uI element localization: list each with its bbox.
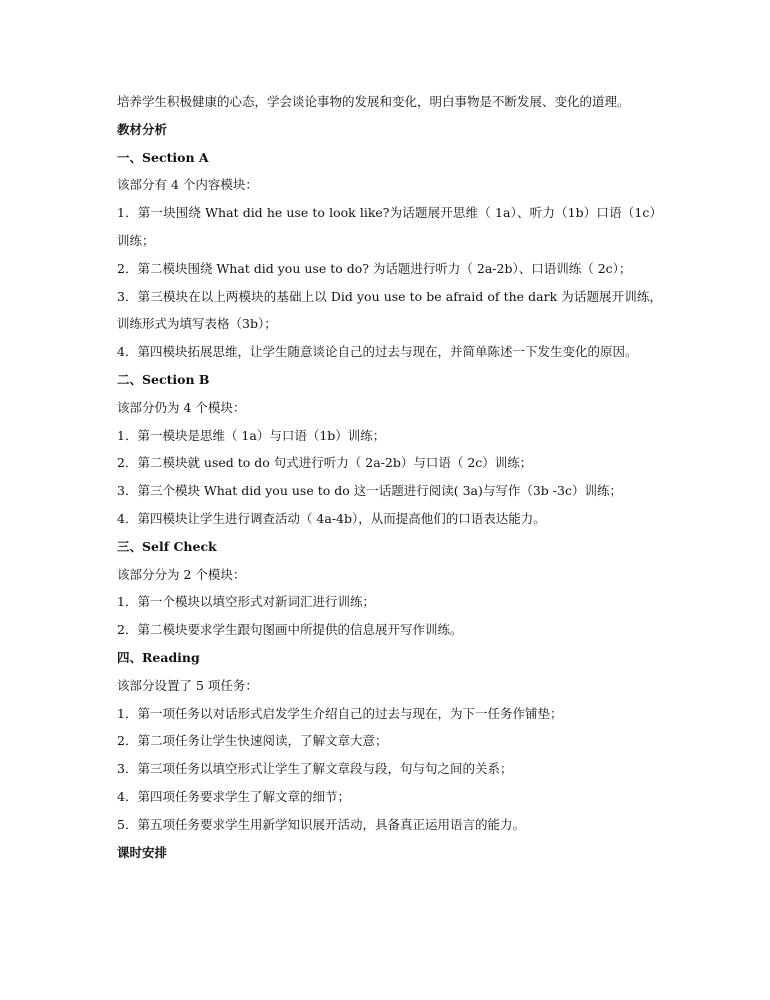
section-b-item: 3．第三个模块 What did you use to do 这一话题进行阅读( 3a)与写作（3b -3c）训练；	[117, 483, 622, 499]
section-a-item: 3．第三模块在以上两模块的基础上以 Did you use to be afraid of the dark 为话题展开训练，训练形式为填写表格（3b）；	[117, 288, 662, 332]
intro-paragraph: 培养学生积极健康的心态，学会谈论事物的发展和变化，明白事物是不断发展、变化的道理。	[117, 94, 630, 109]
reading-item: 1．第一项任务以对话形式启发学生介绍自己的过去与现在，为下一任务作铺垫；	[117, 705, 563, 721]
section-b-summary: 该部分仍为 4 个模块：	[117, 399, 246, 415]
section-b-item: 1．第一模块是思维（ 1a）与口语（1b）训练；	[117, 427, 386, 443]
section-a-heading: 一、Section A	[117, 149, 209, 165]
material-analysis-heading: 教材分析	[117, 121, 168, 137]
self-check-summary: 该部分分为 2 个模块：	[117, 566, 246, 582]
reading-item: 2．第二项任务让学生快速阅读，了解文章大意；	[117, 733, 388, 749]
section-b-item: 4．第四模块让学生进行调查活动（ 4a-4b），从而提高他们的口语表达能力。	[117, 510, 546, 526]
self-check-item: 2．第二模块要求学生跟句图画中所提供的信息展开写作训练。	[117, 622, 463, 638]
reading-heading: 四、Reading	[117, 649, 200, 665]
section-a-item: 1．第一块围绕 What did he use to look like?为话题展开思维（ 1a）、听力（1b）口语（1c）训练；	[117, 205, 662, 248]
self-check-heading: 三、Self Check	[117, 538, 217, 554]
reading-item: 4．第四项任务要求学生了解文章的细节；	[117, 788, 350, 804]
section-a-item: 4．第四模块拓展思维，让学生随意谈论自己的过去与现在，并简单陈述一下发生变化的原因。	[117, 344, 638, 360]
reading-item: 3．第三项任务以填空形式让学生了解文章段与段，句与句之间的关系；	[117, 761, 513, 777]
section-b-item: 2．第二模块就 used to do 句式进行听力（ 2a-2b）与口语（ 2c）训练；	[117, 455, 533, 471]
reading-summary: 该部分设置了 5 项任务：	[117, 677, 258, 693]
schedule-heading: 课时安排	[117, 844, 168, 860]
section-b-heading: 二、Section B	[117, 371, 210, 387]
reading-item: 5．第五项任务要求学生用新学知识展开活动，具备真正运用语言的能力。	[117, 816, 525, 832]
section-a-summary: 该部分有 4 个内容模块：	[117, 177, 258, 193]
document-page	[117, 88, 662, 866]
section-a-item: 2．第二模块围绕 What did you use to do? 为话题进行听力（ 2a-2b）、口语训练（ 2c）；	[117, 260, 632, 276]
self-check-item: 1．第一个模块以填空形式对新词汇进行训练；	[117, 594, 375, 610]
